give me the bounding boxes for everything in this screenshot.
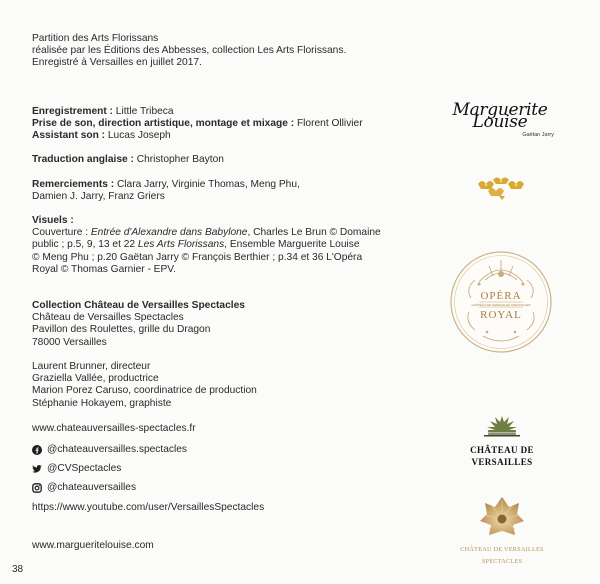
translation-value: Christopher Bayton xyxy=(133,154,224,165)
visuals-line: Couverture : Entrée d'Alexandre dans Babylone, Charles Le Brun © Domaine xyxy=(32,227,381,239)
thanks-value: Damien J. Jarry, Franz Griers xyxy=(32,191,165,203)
collection-block xyxy=(32,300,412,349)
translation-credit xyxy=(32,154,412,166)
address-line: 78000 Versailles xyxy=(32,336,107,348)
royal-word: ROYAL xyxy=(480,309,522,321)
translation-label: Traduction anglaise : xyxy=(32,154,134,165)
staff-line: Laurent Brunner, directeur xyxy=(32,361,151,372)
marguerite-louise-logo: Marguerite Louise Gaëtan Jarry xyxy=(452,100,554,139)
opera-royal-logo xyxy=(449,250,553,358)
thanks-block xyxy=(32,179,412,203)
thanks-label: Remerciements : xyxy=(32,179,115,190)
thanks-value: Clara Jarry, Virginie Thomas, Meng Phu, xyxy=(114,179,300,190)
ornament-icon xyxy=(475,176,527,204)
intro-line: Enregistré à Versailles en juillet 2017. xyxy=(32,57,202,69)
facebook-link[interactable]: @chateauversailles.spectacles xyxy=(32,444,412,456)
twitter-icon xyxy=(32,464,42,474)
visuals-line: © Meng Phu ; p.20 Gaëtan Jarry © François Berthier ; p.34 et 36 L'Opéra xyxy=(32,251,363,263)
credits-block xyxy=(32,106,412,143)
twitter-link[interactable]: @CVSpectacles xyxy=(32,463,412,475)
chateau-versailles-text: CHÂTEAU DE VERSAILLES xyxy=(470,445,534,468)
intro-line: réalisée par les Éditions des Abbesses, collection Les Arts Florissans. xyxy=(32,45,347,57)
collection-title: Collection Château de Versailles Spectacles xyxy=(32,300,245,311)
address-line: Pavillon des Roulettes, grille du Dragon xyxy=(32,324,211,336)
visuals-line: public ; p.5, 9, 13 et 22 Les Arts Florissans, Ensemble Marguerite Louise xyxy=(32,239,360,251)
visuals-block xyxy=(32,215,412,276)
visuals-label: Visuels : xyxy=(32,215,74,226)
visuals-line: Royal © Thomas Garnier - EPV. xyxy=(32,263,176,275)
cvs-logo xyxy=(440,495,564,569)
assistant-credit: Assistant son : Lucas Joseph xyxy=(32,130,171,142)
chateau-versailles-logo xyxy=(440,413,564,469)
arts-florissans-logo xyxy=(475,176,527,208)
staff-line: Stéphanie Hokayem, graphiste xyxy=(32,397,172,409)
sound-credit: Prise de son, direction artistique, montage et mixage : Florent Ollivier xyxy=(32,118,363,130)
opera-word: OPÉRA xyxy=(480,290,522,302)
staff-block xyxy=(32,361,412,410)
marguerite-website-link[interactable]: www.margueritelouise.com xyxy=(32,540,154,551)
cvs-text: CHÂTEAU DE VERSAILLES SPECTACLES xyxy=(460,546,544,566)
intro-block xyxy=(32,33,412,70)
intro-line: Partition des Arts Florissans xyxy=(32,33,159,44)
opera-royal-seal xyxy=(449,250,553,354)
opera-small-text: CHÂTEAU DE VERSAILLES SPECTACLES xyxy=(471,302,531,307)
staff-line: Graziella Vallée, productrice xyxy=(32,373,159,385)
youtube-link[interactable]: https://www.youtube.com/user/VersaillesSpectacles xyxy=(32,502,265,513)
recording-credit: Enregistrement : Little Tribeca xyxy=(32,106,174,117)
address-line: Château de Versailles Spectacles xyxy=(32,312,184,324)
instagram-icon xyxy=(32,483,42,493)
instagram-link[interactable]: @chateauversailles xyxy=(32,482,412,494)
website-link[interactable]: www.chateauversailles-spectacles.fr xyxy=(32,423,196,434)
sun-king-icon xyxy=(479,495,525,537)
page-number: 38 xyxy=(12,564,24,575)
staff-line: Marion Porez Caruso, coordinatrice de production xyxy=(32,385,257,397)
facebook-icon xyxy=(32,445,42,455)
sun-emblem-icon xyxy=(482,413,522,439)
